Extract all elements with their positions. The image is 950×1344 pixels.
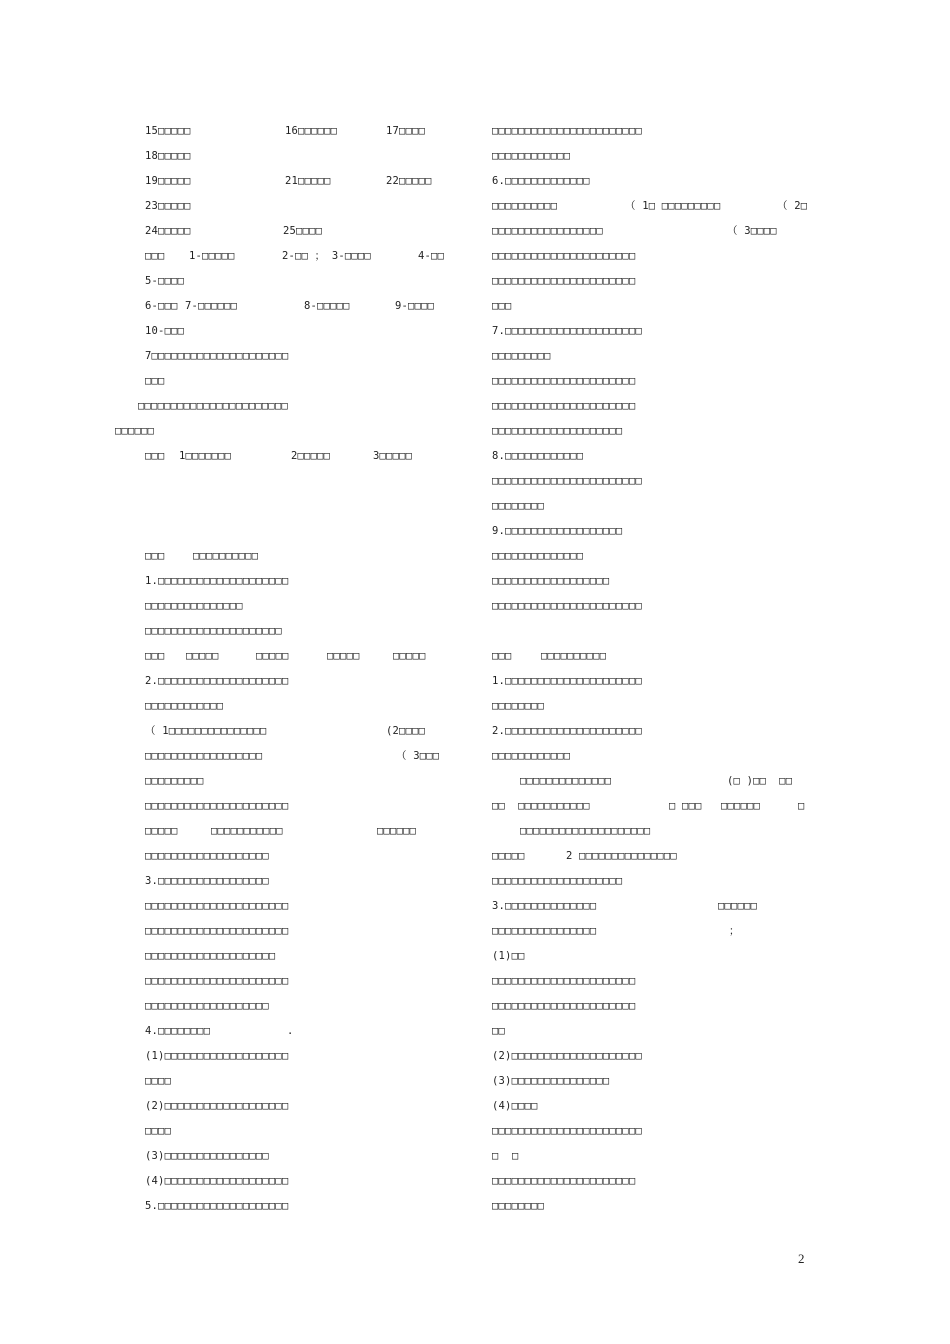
right-text-segment: （ 3□□□□ — [727, 225, 777, 237]
right-text-segment: □ — [798, 800, 805, 812]
left-text-segment: 8-□□□□□ — [304, 300, 350, 312]
left-text-segment: 1□□□□□□□ — [179, 450, 232, 462]
left-text-segment: 16□□□□□□ — [285, 125, 338, 137]
left-text-segment: □□□ — [145, 550, 165, 562]
left-text-segment: 3□□□□□ — [373, 450, 413, 462]
left-text-segment: □□□ — [145, 250, 165, 262]
right-text-segment: （ 2□ — [777, 200, 808, 212]
left-text-segment: （ 3□□□ — [396, 750, 440, 762]
left-text-segment: 2-□□ ； 3-□□□□ — [282, 250, 371, 262]
right-text-segment: 8.□□□□□□□□□□□□ — [492, 450, 584, 462]
left-text-segment: □□□□□□□□□□□□□□□□□□□□□□ — [145, 925, 289, 937]
left-text-segment: □□□□□□□□□□□□□□□□□□□ — [145, 850, 269, 862]
left-text-segment: （ 1□□□□□□□□□□□□□□□ — [145, 725, 267, 737]
left-text-segment: □□□□□□ — [115, 425, 155, 437]
right-text-segment: □□□□□□□□□□□□□□□□□□□□□□ — [492, 250, 636, 262]
left-text-segment: □□□□□□□□□□□□□□□ — [145, 600, 243, 612]
left-text-segment: 9-□□□□ — [395, 300, 435, 312]
right-text-segment: 9.□□□□□□□□□□□□□□□□□□ — [492, 525, 623, 537]
left-text-segment: □□□□ — [145, 1125, 172, 1137]
right-text-segment: □□□□□□□□□□ — [541, 650, 607, 662]
right-text-segment: □□□□□□□□□□□□ — [492, 750, 571, 762]
right-text-segment: □□□□□□□□□□□□□□□□□□ — [492, 575, 610, 587]
right-text-segment: （ 1□ □□□□□□□□□ — [625, 200, 721, 212]
right-text-segment: □□□□□□□□□ — [492, 350, 551, 362]
right-text-segment: 6.□□□□□□□□□□□□□ — [492, 175, 590, 187]
left-text-segment: □□□□□□□□□□□□□□□□□□□□□ — [145, 625, 282, 637]
right-text-segment: □ — [492, 1150, 499, 1162]
left-text-segment: 5-□□□□ — [145, 275, 185, 287]
left-text-segment: □□□□□ — [256, 650, 289, 662]
left-text-segment: □□□□□ — [327, 650, 360, 662]
left-text-segment: 19□□□□□ — [145, 175, 191, 187]
left-text-segment: □□□□□□□□□□□□□□□□□□□□□□ — [145, 800, 289, 812]
left-text-segment: (4)□□□□□□□□□□□□□□□□□□□ — [145, 1175, 289, 1187]
left-text-segment: 2.□□□□□□□□□□□□□□□□□□□□ — [145, 675, 289, 687]
left-text-segment: □□□□□□□□□ — [145, 775, 204, 787]
right-text-segment: □ □□□ — [669, 800, 702, 812]
left-text-segment: □□□□□□□□□□□□□□□□□□□□ — [145, 950, 276, 962]
right-text-segment: □□□□□ — [492, 850, 525, 862]
right-text-segment: □□□□□□□□□□□□□□□□□□□□□□□ — [492, 125, 642, 137]
right-text-segment: □□ — [492, 1025, 506, 1037]
left-text-segment: (2)□□□□□□□□□□□□□□□□□□□ — [145, 1100, 289, 1112]
left-text-segment: 21□□□□□ — [285, 175, 331, 187]
left-text-segment: □□□□□□ — [377, 825, 417, 837]
right-text-segment: □□□□□□□□□□□□□□□□□□□□ — [492, 425, 623, 437]
left-text-segment: 3.□□□□□□□□□□□□□□□□□ — [145, 875, 269, 887]
left-text-segment: (1)□□□□□□□□□□□□□□□□□□□ — [145, 1050, 289, 1062]
left-text-segment: 1-□□□□□ — [189, 250, 235, 262]
right-text-segment: □□ □□□□□□□□□□□ — [492, 800, 590, 812]
left-text-segment: □□□□□□□□□□□□□□□□□□□□□□ — [145, 975, 289, 987]
right-text-segment: (□ )□□ □□ — [727, 775, 793, 787]
left-text-segment: □□□ — [145, 450, 165, 462]
left-text-segment: 4-□□ — [418, 250, 445, 262]
left-text-segment: □□□□□ — [186, 650, 219, 662]
left-text-segment: 5.□□□□□□□□□□□□□□□□□□□□ — [145, 1200, 289, 1212]
right-text-segment: □□□□□□□□□□□□□□ — [492, 550, 584, 562]
left-text-segment: □□□□□□□□□□□ — [211, 825, 283, 837]
left-text-segment: □□□□□□□□□□□□□□□□□□□ — [145, 1000, 269, 1012]
left-text-segment: 24□□□□□ — [145, 225, 191, 237]
right-text-segment: □□□□□□□□□□□□□□□□□□□□ — [520, 825, 651, 837]
left-text-segment: 15□□□□□ — [145, 125, 191, 137]
left-text-segment: □□□□□□□□□□□□□□□□□□□□□□ — [145, 900, 289, 912]
left-text-segment: 6-□□□ — [145, 300, 178, 312]
left-text-segment: 10-□□□ — [145, 325, 185, 337]
left-text-segment: □□□□ — [145, 1075, 172, 1087]
right-text-segment: □□□□□□□□□□□□ — [492, 150, 571, 162]
right-text-segment: (4)□□□□ — [492, 1100, 538, 1112]
left-text-segment: □□□□□□□□□□□□□□□□□□□□□□□ — [138, 400, 288, 412]
left-text-segment: 4.□□□□□□□□ — [145, 1025, 211, 1037]
right-text-segment: □□□ — [492, 300, 512, 312]
left-text-segment: □□□□□ — [145, 825, 178, 837]
right-text-segment: □□□□□□□□□□□□□□□□□□□□□□ — [492, 375, 636, 387]
right-text-segment: □□□□□□□□□□□□□□□□□□□□ — [492, 875, 623, 887]
left-text-segment: 23□□□□□ — [145, 200, 191, 212]
right-text-segment: (3)□□□□□□□□□□□□□□□ — [492, 1075, 610, 1087]
right-text-segment: □□□□□□□□□□□□□□□□□□□□□□ — [492, 275, 636, 287]
right-text-segment: 1.□□□□□□□□□□□□□□□□□□□□□ — [492, 675, 642, 687]
left-text-segment: (3)□□□□□□□□□□□□□□□□ — [145, 1150, 269, 1162]
right-text-segment: □□□□□□□□□□□□□□ — [520, 775, 612, 787]
left-text-segment: 22□□□□□ — [386, 175, 432, 187]
right-text-segment: □□□□□□□□ — [492, 700, 545, 712]
right-text-segment: □□□□□□ — [721, 800, 761, 812]
left-text-segment: 7-□□□□□□ — [185, 300, 238, 312]
right-text-segment: (1)□□ — [492, 950, 525, 962]
left-text-segment: □□□□□□□□□□ — [193, 550, 259, 562]
right-text-segment: □□□□□□□□□□□□□□□□□□□□□□ — [492, 975, 636, 987]
right-text-segment: □□□□□□□□ — [492, 500, 545, 512]
right-text-segment: □□□□□□ — [718, 900, 758, 912]
left-text-segment: 17□□□□ — [386, 125, 426, 137]
left-text-segment: 2□□□□□ — [291, 450, 331, 462]
right-text-segment: □□□□□□□□□□ — [492, 200, 558, 212]
left-text-segment: 25□□□□ — [283, 225, 323, 237]
right-text-segment: ； — [729, 925, 740, 937]
right-text-segment: 7.□□□□□□□□□□□□□□□□□□□□□ — [492, 325, 642, 337]
right-text-segment: □□□□□□□□□□□□□□□□□□□□□□ — [492, 1000, 636, 1012]
right-text-segment: □ — [512, 1150, 519, 1162]
right-text-segment: 2 □□□□□□□□□□□□□□□ — [566, 850, 677, 862]
right-text-segment: □□□□□□□□□□□□□□□□□□□□□□□ — [492, 600, 642, 612]
right-text-segment: □□□ — [492, 650, 512, 662]
right-text-segment: □□□□□□□□□□□□□□□□□□□□□□□ — [492, 1125, 642, 1137]
left-text-segment: □□□□□ — [393, 650, 426, 662]
right-text-segment: 2.□□□□□□□□□□□□□□□□□□□□□ — [492, 725, 642, 737]
right-text-segment: □□□□□□□□□□□□□□□□□□□□□□ — [492, 1175, 636, 1187]
left-text-segment: □□□□□□□□□□□□□□□□□□ — [145, 750, 263, 762]
right-text-segment: 3.□□□□□□□□□□□□□□ — [492, 900, 597, 912]
left-text-segment: 7□□□□□□□□□□□□□□□□□□□□□ — [145, 350, 289, 362]
left-text-segment: . — [287, 1025, 294, 1037]
left-text-segment: □□□ — [145, 375, 165, 387]
left-text-segment: (2□□□□ — [386, 725, 426, 737]
right-text-segment: □□□□□□□□ — [492, 1200, 545, 1212]
right-text-segment: □□□□□□□□□□□□□□□□□ — [492, 225, 603, 237]
right-text-segment: □□□□□□□□□□□□□□□□ — [492, 925, 597, 937]
left-text-segment: 1.□□□□□□□□□□□□□□□□□□□□ — [145, 575, 289, 587]
left-text-segment: 18□□□□□ — [145, 150, 191, 162]
right-text-segment: (2)□□□□□□□□□□□□□□□□□□□□ — [492, 1050, 642, 1062]
page-number: 2 — [798, 1251, 805, 1266]
right-text-segment: □□□□□□□□□□□□□□□□□□□□□□□ — [492, 475, 642, 487]
left-text-segment: □□□□□□□□□□□□ — [145, 700, 224, 712]
left-text-segment: □□□ — [145, 650, 165, 662]
right-text-segment: □□□□□□□□□□□□□□□□□□□□□□ — [492, 400, 636, 412]
